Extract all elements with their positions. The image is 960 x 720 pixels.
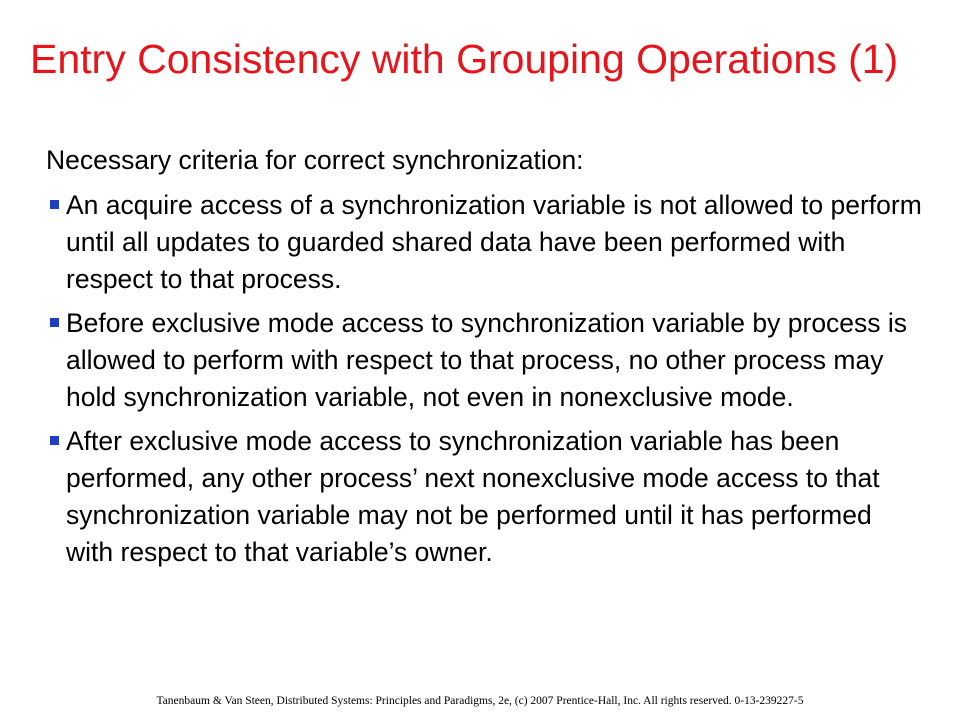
bullet-item bbox=[46, 187, 926, 298]
bullet-item bbox=[46, 423, 926, 571]
square-bullet-icon bbox=[50, 318, 59, 327]
bullet-list bbox=[46, 187, 926, 578]
square-bullet-icon bbox=[50, 436, 59, 445]
bullet-text: Before exclusive mode access to synchronization variable by process is allowed to perform with respect to that process, no other process may hold synchronization variable, not even in nonexclusive mode. bbox=[66, 308, 908, 412]
footer-copyright: Tanenbaum & Van Steen, Distributed Systems: Principles and Paradigms, 2e, (c) 2007 Prentice-Hall, Inc. All rights reserved. 0-13-239227-5 bbox=[156, 695, 804, 707]
bullet-item bbox=[46, 305, 926, 416]
intro-text: Necessary criteria for correct synchronization: bbox=[46, 145, 584, 175]
slide-title: Entry Consistency with Grouping Operations (1) bbox=[30, 36, 899, 82]
square-bullet-icon bbox=[50, 200, 59, 209]
bullet-text: After exclusive mode access to synchronization variable has been performed, any other process’ next nonexclusive mode access to that synchronization variable may not be performed until it has performed with respect to that variable’s owner. bbox=[66, 426, 880, 567]
bullet-text: An acquire access of a synchronization variable is not allowed to perform until all updates to guarded shared data have been performed with respect to that process. bbox=[66, 190, 922, 294]
